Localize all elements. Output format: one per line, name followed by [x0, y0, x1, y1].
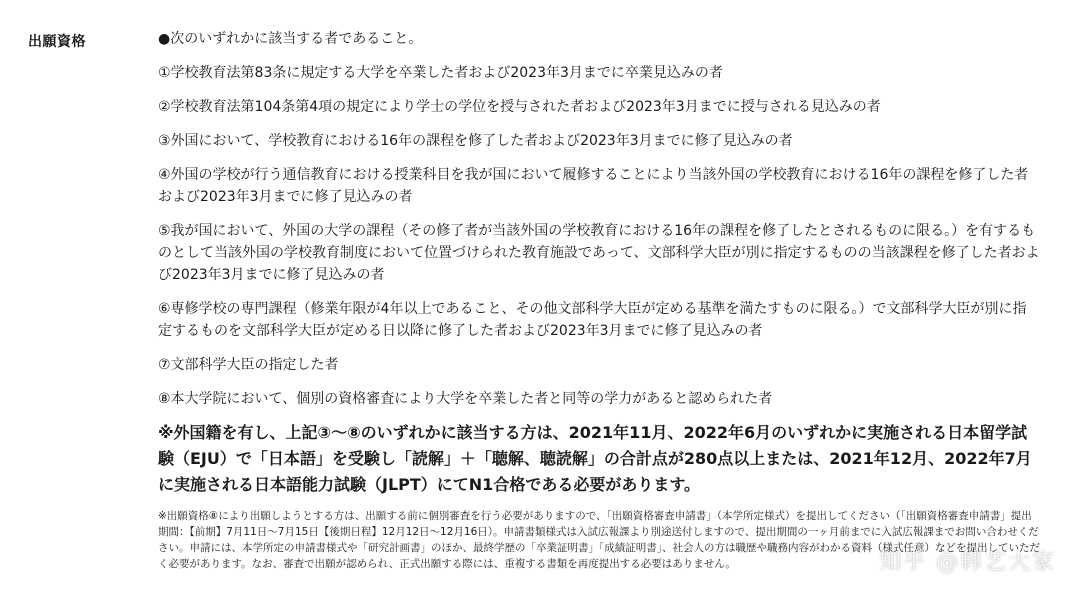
qualification-review-note: ※出願資格⑧により出願しようとする方は、出願する前に個別審査を行う必要がありますので、「出願資格審査申請書」（本学所定様式）を提出してください（「出願資格審査申請書」提出期間：【前期】7月11日〜7月15日【後期日程】12月12日〜12月16日）。申請書類様式は入試広報課より別途送付しますので、提出期間の一ヶ月前までに入試広報課までお問い合わせください。申請には、本学所定の申請書様式や「研究計画書」のほか、最終学歴の「卒業証明書」「成績証明書」、社会人の方は職歴や職務内容がわかる資料（様式任意）などを提出していただく必要があります。なお、審査で出願が認められ、正式出願する際には、重複する書類を再度提出する必要はありません。 — [158, 510, 1040, 570]
section-label: 出願資格 — [28, 34, 86, 50]
eligibility-item-5: ⑤我が国において、外国の大学の課程（その修了者が当該外国の学校教育における16年の課程を修了したとされるものに限る。）を有するものとして当該外国の学校教育制度において位置づけられた教育施設であって、文部科学大臣が別に指定するものの当該課程を修了した者および2023年3月までに修了見込みの者 — [158, 223, 1040, 283]
watermark: 知乎 @韩艺大家 — [879, 550, 1056, 575]
eligibility-item-8: ⑧本大学院において、個別の資格審査により大学を卒業した者と同等の学力があると認められた者 — [158, 391, 773, 407]
foreign-applicant-note: ※外国籍を有し、上記③〜⑧のいずれかに該当する方は、2021年11月、2022年6月のいずれかに実施される日本留学試験（EJU）で「日本語」を受験し「読解」＋「聴解、聴読解」の合計点が280点以上または、2021年12月、2022年7月に実施される日本語能力試験（JLPT）にてN1合格である必要があります。 — [158, 423, 1032, 494]
eligibility-item-3: ③外国において、学校教育における16年の課程を修了した者および2023年3月までに修了見込みの者 — [158, 133, 793, 149]
eligibility-item-4: ④外国の学校が行う通信教育における授業科目を我が国において履修することにより当該外国の学校教育における16年の課程を修了した者および2023年3月までに修了見込みの者 — [158, 167, 1029, 205]
eligibility-item-2: ②学校教育法第104条第4項の規定により学士の学位を授与された者および2023年3月までに授与される見込みの者 — [158, 99, 881, 115]
eligibility-content — [158, 28, 1040, 572]
intro-line: ●次のいずれかに該当する者であること。 — [158, 31, 423, 47]
eligibility-item-6: ⑥専修学校の専門課程（修業年限が4年以上であること、その他文部科学大臣が定める基準を満たすものに限る。）で文部科学大臣が別に指定するものを文部科学大臣が定める日以降に修了した者および2023年3月までに修了見込みの者 — [158, 301, 1027, 339]
eligibility-item-7: ⑦文部科学大臣の指定した者 — [158, 357, 339, 373]
eligibility-item-1: ①学校教育法第83条に規定する大学を卒業した者および2023年3月までに卒業見込みの者 — [158, 65, 723, 81]
